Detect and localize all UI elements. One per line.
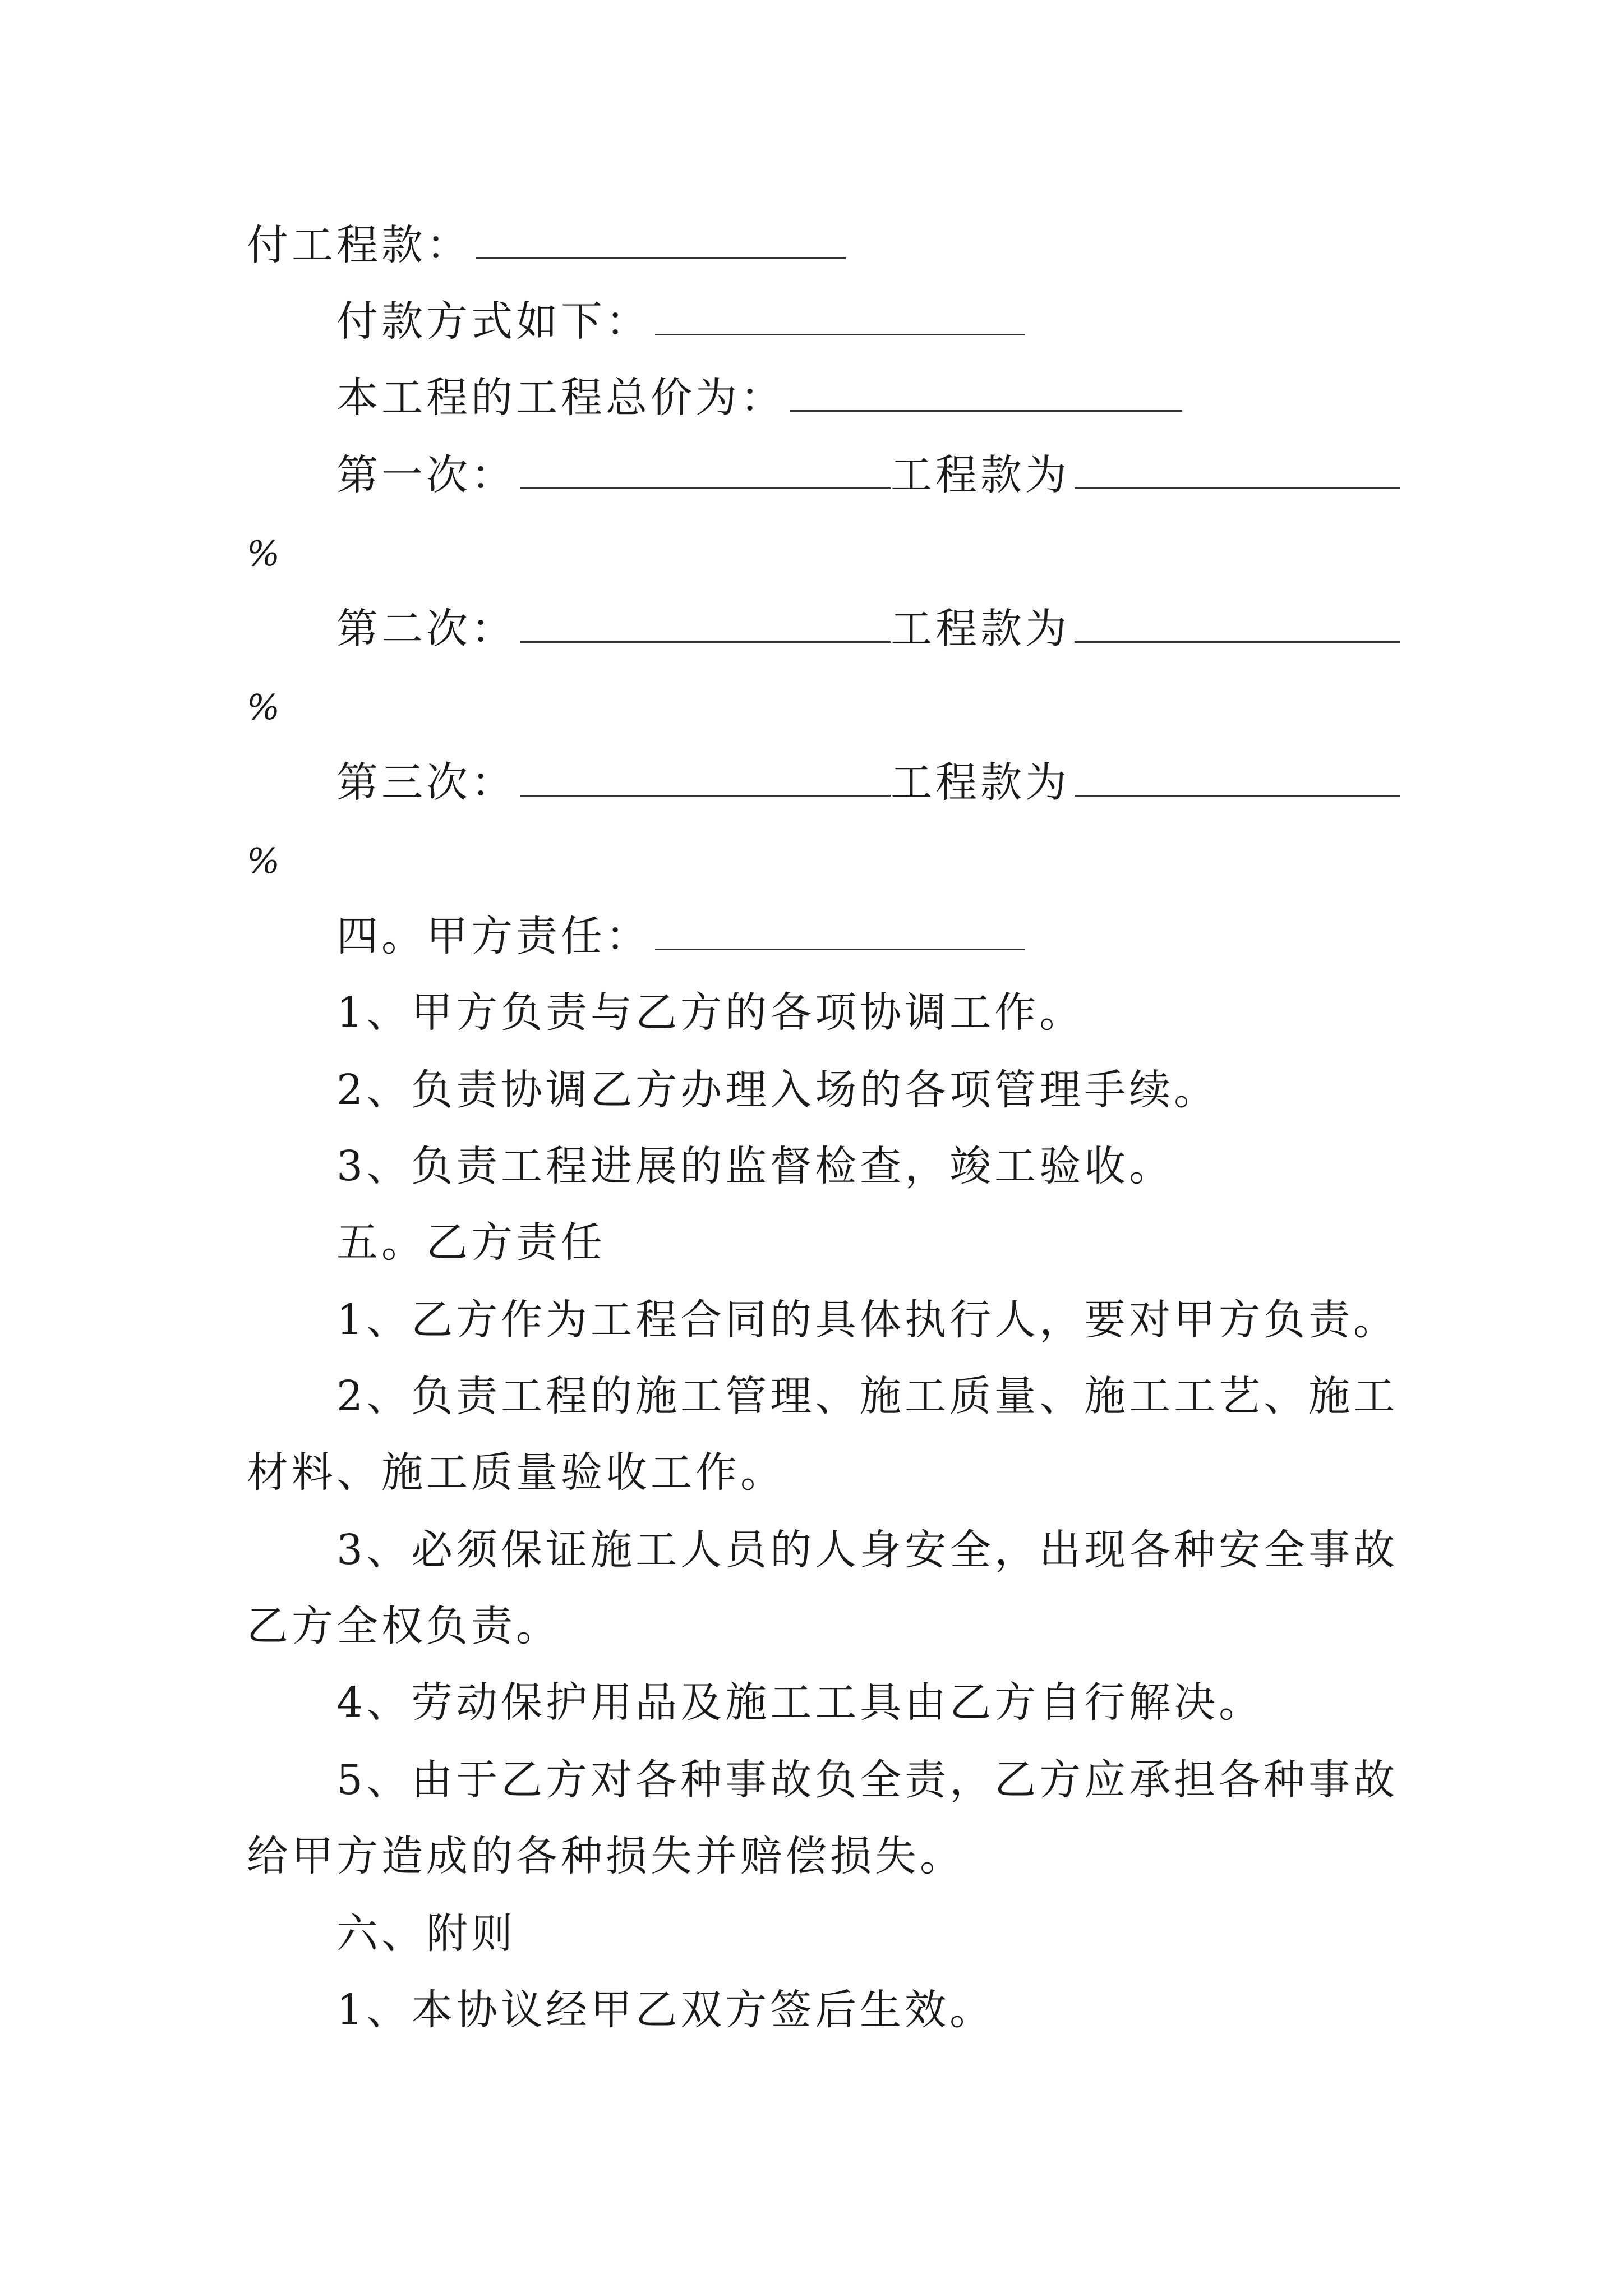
total-price-line	[336, 367, 1475, 429]
party-b-item-5-cont: 给甲方造成的各种损失并赔偿损失。	[247, 1832, 965, 1880]
installment-1-amount-blank[interactable]	[1075, 446, 1400, 489]
party-b-item-5: 5、由于乙方对各种事故负全责，乙方应承担各种事故	[336, 1756, 1399, 1804]
party-a-heading	[336, 905, 1475, 967]
payment-blank[interactable]	[476, 216, 846, 259]
installment-3-percent	[247, 828, 1385, 890]
payment-label: 付工程款：	[247, 221, 471, 269]
installment-3-date-blank[interactable]	[520, 753, 891, 797]
payment-method-label: 付款方式如下：	[336, 297, 651, 346]
supplementary-item-1: 1、本协议经甲乙双方签后生效。	[336, 1986, 995, 2034]
installment-2-mid-label: 工程款为	[891, 605, 1070, 653]
installment-1-percent	[247, 521, 1385, 582]
payment-line	[247, 214, 1385, 276]
installment-1-line	[336, 444, 1475, 506]
party-b-item-4: 4、劳动保护用品及施工工具由乙方自行解决。	[336, 1678, 1264, 1727]
supplementary-heading: 六、附则	[336, 1910, 516, 1958]
party-b-item-3: 3、必须保证施工人员的人身安全，出现各种安全事故	[336, 1526, 1399, 1574]
total-price-blank[interactable]	[790, 369, 1182, 412]
percent-sign: %	[247, 687, 283, 728]
installment-2-amount-blank[interactable]	[1075, 600, 1400, 643]
installment-1-label: 第一次：	[336, 451, 516, 499]
installment-2-percent	[247, 674, 1385, 736]
installment-2-date-blank[interactable]	[520, 600, 891, 643]
payment-method-line	[336, 291, 1475, 352]
percent-sign: %	[247, 533, 283, 574]
payment-method-blank[interactable]	[655, 292, 1025, 335]
party-b-item-2-cont: 材料、施工质量验收工作。	[247, 1448, 785, 1497]
installment-3-label: 第三次：	[336, 758, 516, 807]
party-b-item-1: 1、乙方作为工程合同的具体执行人，要对甲方负责。	[336, 1296, 1399, 1344]
party-b-item-2: 2、负责工程的施工管理、施工质量、施工工艺、施工	[336, 1372, 1399, 1420]
party-a-heading-label: 四。甲方责任：	[336, 912, 651, 960]
installment-3-mid-label: 工程款为	[891, 758, 1070, 807]
installment-1-date-blank[interactable]	[520, 446, 891, 489]
party-a-blank[interactable]	[655, 907, 1025, 950]
party-a-item-1: 1、甲方负责与乙方的各项协调工作。	[336, 988, 1085, 1037]
installment-2-label: 第二次：	[336, 605, 516, 653]
installment-3-amount-blank[interactable]	[1075, 753, 1400, 797]
party-a-item-2: 2、负责协调乙方办理入场的各项管理手续。	[336, 1066, 1219, 1114]
party-a-item-3: 3、负责工程进展的监督检查，竣工验收。	[336, 1142, 1174, 1190]
total-price-label: 本工程的工程总价为：	[336, 374, 785, 422]
party-b-heading: 五。乙方责任	[336, 1218, 606, 1267]
installment-2-line	[336, 598, 1475, 660]
party-b-item-3-cont: 乙方全权负责。	[247, 1602, 561, 1650]
installment-3-line	[336, 752, 1475, 813]
installment-1-mid-label: 工程款为	[891, 451, 1070, 499]
percent-sign: %	[247, 840, 283, 881]
